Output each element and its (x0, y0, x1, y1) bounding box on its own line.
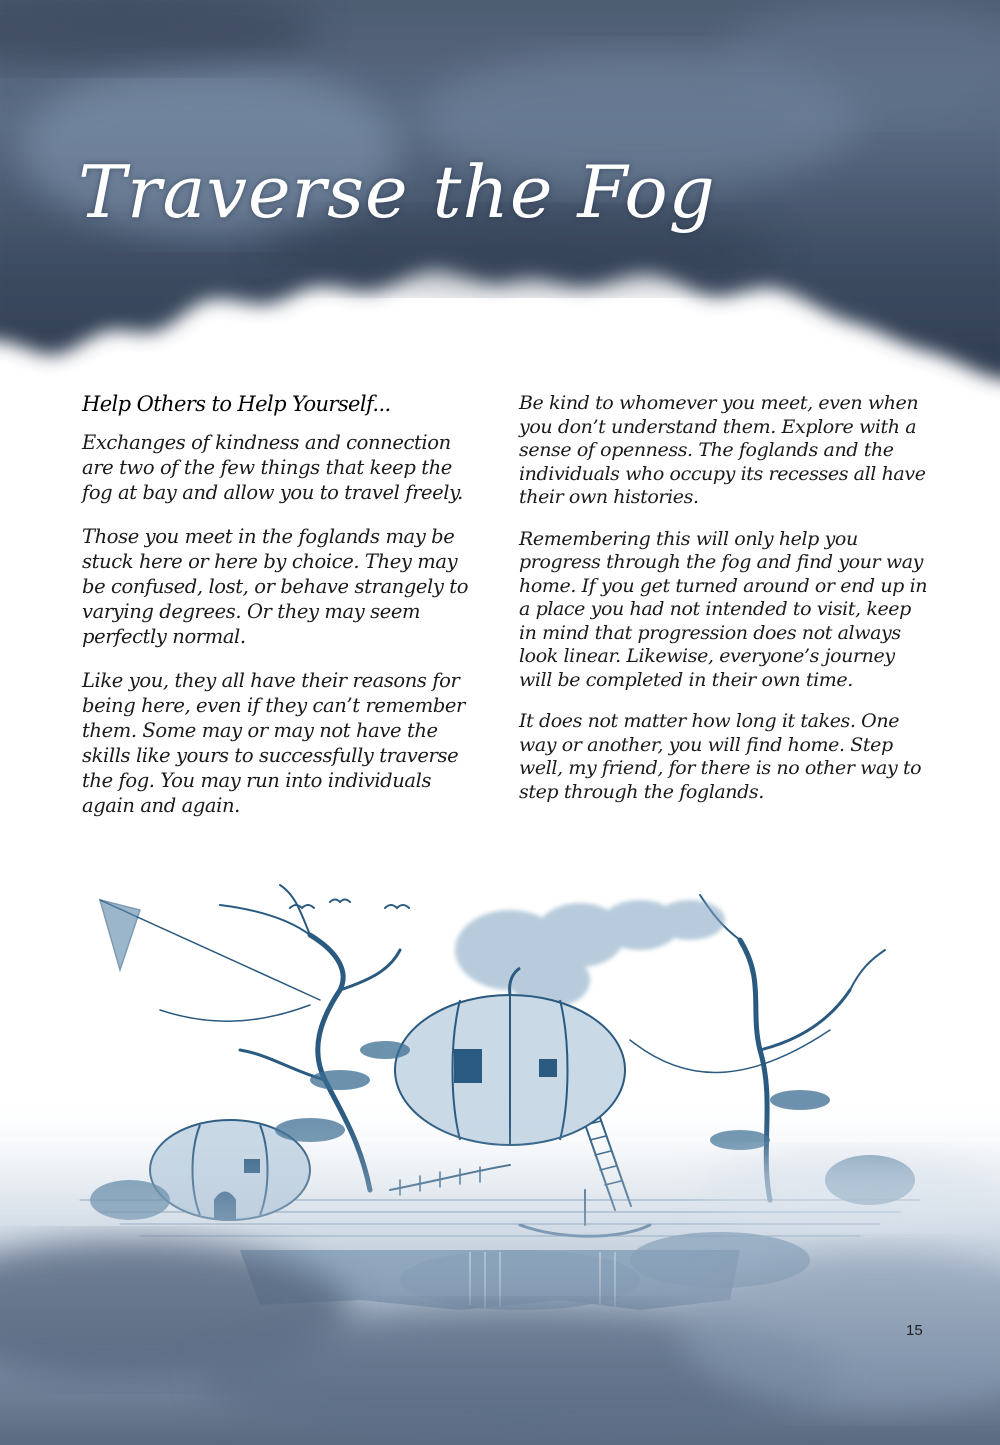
right-paragraph: Remembering this will only help you progress through the fog and find your way home. If you get turned around or end up in a place you had not intended to visit, keep in mind that progression does not always look linear. Likewise, everyone’s journey will be completed in their own time. (519, 527, 928, 691)
bird-icon (330, 900, 350, 903)
page-title: Traverse the Fog (78, 150, 716, 234)
right-paragraph: It does not matter how long it takes. One way or another, you will find home. Step well, my friend, for there is no other way to step through the foglands. (519, 710, 922, 803)
right-paragraph: Be kind to whomever you meet, even when you don’t understand them. Explore with a sense of openness. The foglands and the individuals who occupy its recesses all have their own histories. (519, 392, 926, 508)
page-number: 15 (906, 1322, 923, 1339)
left-paragraph: Exchanges of kindness and connection are two of the few things that keep the fog at bay and allow you to travel freely. (82, 431, 463, 504)
left-paragraph: Those you meet in the foglands may be stuck here or here by choice. They may be confused, lost, or behave strangely to varying degrees. Or they may seem perfectly normal. (82, 525, 469, 648)
right-column (519, 392, 929, 822)
bird-icon (290, 905, 314, 908)
bird-icon (385, 905, 409, 908)
section-subheading: Help Others to Help Yourself... (82, 392, 391, 416)
left-column (82, 392, 482, 837)
bottom-fog (0, 1100, 1000, 1445)
left-paragraph: Like you, they all have their reasons for being here, even if they can’t remember them. Some may or may not have the skills like yours to successfully traverse the fog. You may run into individuals again and again. (82, 669, 465, 817)
